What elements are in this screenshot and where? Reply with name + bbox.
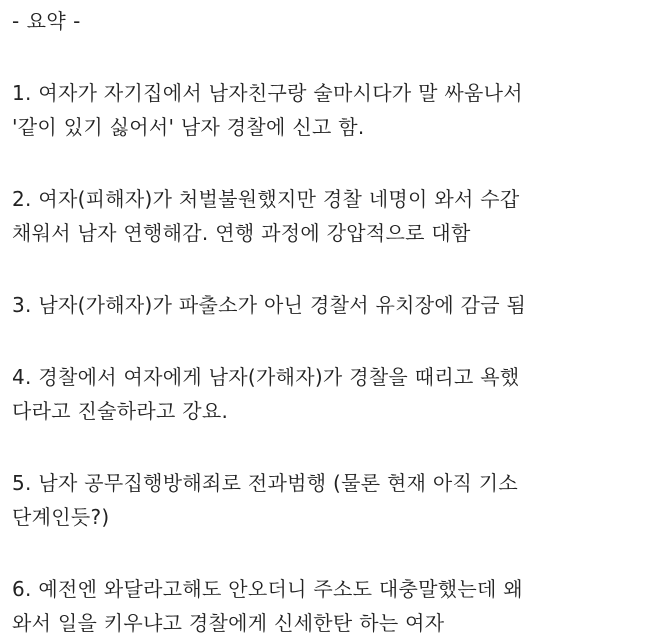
- summary-document: [12, 4, 637, 640]
- summary-item-2-line-2: 채워서 남자 연행해감. 연행 과정에 강압적으로 대함: [12, 221, 471, 245]
- spacer: [12, 428, 637, 466]
- summary-item-1: [12, 76, 637, 144]
- summary-item-6-line-1: 6. 예전엔 와달라고해도 안오더니 주소도 대충말했는데 왜: [12, 577, 523, 601]
- spacer: [12, 144, 637, 182]
- summary-item-4-line-1: 4. 경찰에서 여자에게 남자(가해자)가 경찰을 때리고 욕했: [12, 365, 520, 389]
- summary-item-3-line-1: 3. 남자(가해자)가 파출소가 아닌 경찰서 유치장에 감금 됨: [12, 293, 527, 317]
- summary-item-6-line-2: 와서 일을 키우냐고 경찰에게 신세한탄 하는 여자: [12, 611, 445, 635]
- summary-heading: - 요약 -: [12, 9, 81, 33]
- summary-item-3: [12, 288, 637, 322]
- spacer: [12, 38, 637, 76]
- summary-item-5-line-1: 5. 남자 공무집행방해죄로 전과범행 (물론 현재 아직 기소: [12, 471, 519, 495]
- summary-item-2: [12, 182, 637, 250]
- summary-item-2-line-1: 2. 여자(피해자)가 처벌불원했지만 경찰 네명이 와서 수갑: [12, 187, 520, 211]
- summary-item-4: [12, 360, 637, 428]
- spacer: [12, 534, 637, 572]
- summary-item-5: [12, 466, 637, 534]
- spacer: [12, 250, 637, 288]
- spacer: [12, 322, 637, 360]
- summary-item-1-line-1: 1. 여자가 자기집에서 남자친구랑 술마시다가 말 싸움나서: [12, 81, 523, 105]
- summary-item-1-line-2: '같이 있기 싫어서' 남자 경찰에 신고 함.: [12, 115, 365, 139]
- summary-item-4-line-2: 다라고 진술하라고 강요.: [12, 399, 229, 423]
- summary-item-5-line-2: 단계인듯?): [12, 505, 110, 529]
- summary-item-6: [12, 572, 637, 640]
